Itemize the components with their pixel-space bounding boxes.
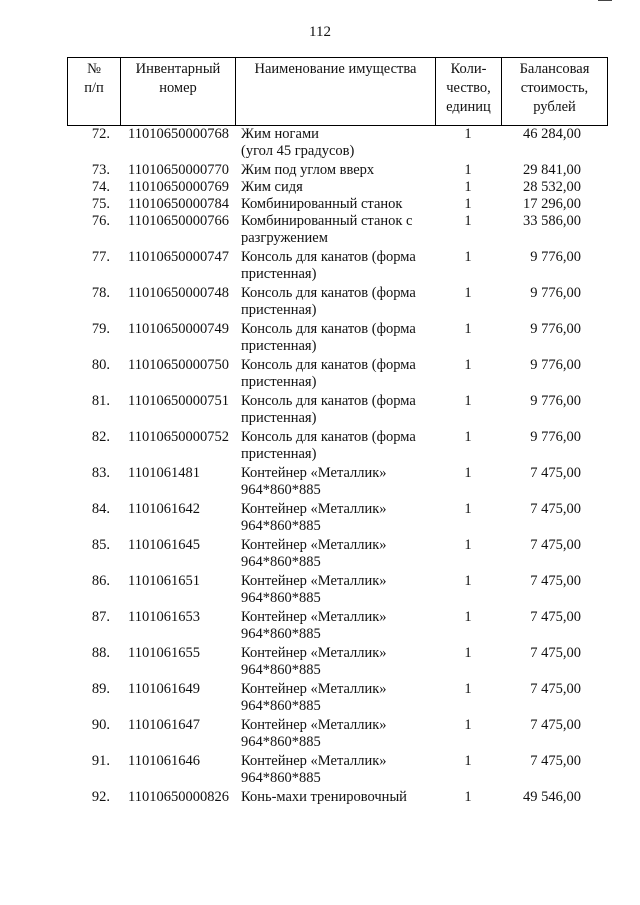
row-property-name: Контейнер «Металлик» 964*860*885 xyxy=(241,681,387,714)
row-quantity: 1 xyxy=(464,321,472,337)
row-quantity: 1 xyxy=(464,717,472,733)
row-quantity: 1 xyxy=(464,179,472,195)
row-balance-cost: 33 586,00 xyxy=(523,213,581,229)
row-property-name: Конь-махи тренировочный xyxy=(241,789,407,805)
row-quantity: 1 xyxy=(464,609,472,625)
row-inventory-number: 11010650000751 xyxy=(128,393,229,409)
row-inventory-number: 11010650000768 xyxy=(128,126,229,142)
inventory-rows xyxy=(67,126,607,806)
row-balance-cost: 28 532,00 xyxy=(523,179,581,195)
row-number: 80. xyxy=(91,357,110,373)
row-number: 81. xyxy=(91,393,110,409)
row-number: 75. xyxy=(91,196,110,212)
row-number: 90. xyxy=(91,717,110,733)
row-property-name: Контейнер «Металлик» 964*860*885 xyxy=(241,753,387,786)
header-inventory-number: Инвентарный номер xyxy=(121,58,236,126)
row-property-name: Консоль для канатов (форма пристенная) xyxy=(241,249,416,282)
row-inventory-number: 1101061647 xyxy=(128,717,200,733)
row-property-name: Контейнер «Металлик» 964*860*885 xyxy=(241,501,387,534)
row-number: 87. xyxy=(91,609,110,625)
table-row xyxy=(67,609,607,645)
row-number: 91. xyxy=(91,753,110,769)
table-row xyxy=(67,717,607,753)
row-inventory-number: 11010650000747 xyxy=(128,249,229,265)
table-row xyxy=(67,126,607,162)
table-row xyxy=(67,537,607,573)
row-balance-cost: 7 475,00 xyxy=(530,537,581,553)
table-row xyxy=(67,573,607,609)
table-row xyxy=(67,249,607,285)
table-row xyxy=(67,789,607,806)
row-balance-cost: 7 475,00 xyxy=(530,681,581,697)
row-property-name: Консоль для канатов (форма пристенная) xyxy=(241,285,416,318)
row-inventory-number: 11010650000748 xyxy=(128,285,229,301)
row-property-name: Контейнер «Металлик» 964*860*885 xyxy=(241,465,387,498)
row-quantity: 1 xyxy=(464,249,472,265)
row-number: 79. xyxy=(91,321,110,337)
row-quantity: 1 xyxy=(464,753,472,769)
row-quantity: 1 xyxy=(464,429,472,445)
row-inventory-number: 1101061645 xyxy=(128,537,200,553)
row-inventory-number: 11010650000752 xyxy=(128,429,229,445)
row-balance-cost: 7 475,00 xyxy=(530,753,581,769)
row-property-name: Жим сидя xyxy=(241,179,303,195)
row-inventory-number: 1101061649 xyxy=(128,681,200,697)
row-property-name: Жим под углом вверх xyxy=(241,162,375,178)
row-property-name: Жим ногами (угол 45 градусов) xyxy=(241,126,355,159)
row-quantity: 1 xyxy=(464,393,472,409)
row-quantity: 1 xyxy=(464,213,472,229)
row-balance-cost: 7 475,00 xyxy=(530,717,581,733)
row-property-name: Консоль для канатов (форма пристенная) xyxy=(241,321,416,354)
row-quantity: 1 xyxy=(464,681,472,697)
row-property-name: Консоль для канатов (форма пристенная) xyxy=(241,429,416,462)
row-inventory-number: 1101061653 xyxy=(128,609,200,625)
row-quantity: 1 xyxy=(464,789,472,805)
header-balance-cost: Балансовая стоимость, рублей xyxy=(502,58,608,126)
header-number: № п/п xyxy=(68,58,121,126)
row-property-name: Контейнер «Металлик» 964*860*885 xyxy=(241,537,387,570)
table-row xyxy=(67,357,607,393)
row-balance-cost: 29 841,00 xyxy=(523,162,581,178)
table-row xyxy=(67,465,607,501)
row-inventory-number: 11010650000749 xyxy=(128,321,229,337)
row-quantity: 1 xyxy=(464,645,472,661)
row-quantity: 1 xyxy=(464,357,472,373)
table-row xyxy=(67,393,607,429)
inventory-table xyxy=(67,126,607,806)
row-quantity: 1 xyxy=(464,501,472,517)
row-balance-cost: 17 296,00 xyxy=(523,196,581,212)
row-property-name: Консоль для канатов (форма пристенная) xyxy=(241,393,416,426)
row-balance-cost: 7 475,00 xyxy=(530,501,581,517)
row-balance-cost: 7 475,00 xyxy=(530,645,581,661)
row-quantity: 1 xyxy=(464,162,472,178)
row-quantity: 1 xyxy=(464,196,472,212)
row-balance-cost: 49 546,00 xyxy=(523,789,581,805)
row-inventory-number: 1101061646 xyxy=(128,753,200,769)
row-number: 73. xyxy=(91,162,110,178)
row-number: 76. xyxy=(91,213,110,229)
row-balance-cost: 7 475,00 xyxy=(530,609,581,625)
row-inventory-number: 11010650000784 xyxy=(128,196,229,212)
row-number: 86. xyxy=(91,573,110,589)
table-row xyxy=(67,179,607,196)
row-number: 72. xyxy=(91,126,110,142)
row-balance-cost: 9 776,00 xyxy=(530,429,581,445)
row-number: 83. xyxy=(91,465,110,481)
row-number: 78. xyxy=(91,285,110,301)
row-property-name: Консоль для канатов (форма пристенная) xyxy=(241,357,416,390)
row-number: 82. xyxy=(91,429,110,445)
row-number: 85. xyxy=(91,537,110,553)
row-number: 77. xyxy=(91,249,110,265)
row-quantity: 1 xyxy=(464,537,472,553)
row-balance-cost: 46 284,00 xyxy=(523,126,581,142)
scan-corner-mark xyxy=(598,0,612,1)
row-balance-cost: 9 776,00 xyxy=(530,285,581,301)
row-inventory-number: 1101061655 xyxy=(128,645,200,661)
row-number: 84. xyxy=(91,501,110,517)
row-property-name: Контейнер «Металлик» 964*860*885 xyxy=(241,609,387,642)
row-property-name: Контейнер «Металлик» 964*860*885 xyxy=(241,573,387,606)
row-quantity: 1 xyxy=(464,126,472,142)
row-balance-cost: 9 776,00 xyxy=(530,393,581,409)
row-inventory-number: 11010650000826 xyxy=(128,789,229,805)
table-row xyxy=(67,196,607,213)
row-balance-cost: 9 776,00 xyxy=(530,357,581,373)
row-inventory-number: 11010650000766 xyxy=(128,213,229,229)
row-inventory-number: 11010650000750 xyxy=(128,357,229,373)
row-quantity: 1 xyxy=(464,465,472,481)
row-balance-cost: 7 475,00 xyxy=(530,465,581,481)
table-header xyxy=(67,57,608,126)
row-inventory-number: 11010650000770 xyxy=(128,162,229,178)
row-number: 74. xyxy=(91,179,110,195)
row-balance-cost: 7 475,00 xyxy=(530,573,581,589)
row-number: 89. xyxy=(91,681,110,697)
row-inventory-number: 1101061642 xyxy=(128,501,200,517)
table-row xyxy=(67,213,607,249)
row-property-name: Комбинированный станок xyxy=(241,196,403,212)
table-row xyxy=(67,162,607,179)
header-property-name: Наименование имущества xyxy=(236,58,436,126)
row-balance-cost: 9 776,00 xyxy=(530,249,581,265)
row-inventory-number: 1101061481 xyxy=(128,465,200,481)
table-row xyxy=(67,321,607,357)
table-row xyxy=(67,501,607,537)
table-row xyxy=(67,429,607,465)
row-number: 88. xyxy=(91,645,110,661)
row-property-name: Комбинированный станок с разгружением xyxy=(241,213,413,246)
row-property-name: Контейнер «Металлик» 964*860*885 xyxy=(241,717,387,750)
header-quantity: Коли- чество, единиц xyxy=(436,58,502,126)
table-row xyxy=(67,285,607,321)
table-row xyxy=(67,681,607,717)
row-balance-cost: 9 776,00 xyxy=(530,321,581,337)
row-inventory-number: 1101061651 xyxy=(128,573,200,589)
table-row xyxy=(67,753,607,789)
row-quantity: 1 xyxy=(464,573,472,589)
page-number: 112 xyxy=(309,24,331,40)
row-inventory-number: 11010650000769 xyxy=(128,179,229,195)
table-row xyxy=(67,645,607,681)
row-number: 92. xyxy=(91,789,110,805)
row-property-name: Контейнер «Металлик» 964*860*885 xyxy=(241,645,387,678)
row-quantity: 1 xyxy=(464,285,472,301)
